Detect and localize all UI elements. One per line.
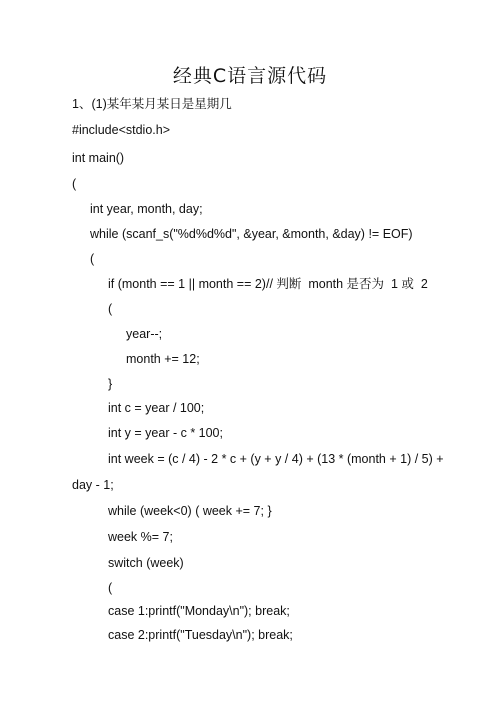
code-line: ( [72, 177, 77, 191]
code-line: int year, month, day; [90, 202, 203, 216]
code-line: int y = year - c * 100; [108, 426, 223, 440]
code-line: #include<stdio.h> [72, 123, 170, 137]
code-line: year--; [126, 327, 163, 341]
code-line: case 2:printf("Tuesday\n"); break; [108, 628, 293, 642]
document-title: 经典C语言源代码 [172, 65, 328, 87]
code-line: int week = (c / 4) - 2 * c + (y + y / 4) + (13 * (month + 1) / 5) + [108, 452, 444, 466]
code-line: ( [108, 581, 113, 595]
code-line: week %= 7; [108, 530, 173, 544]
code-line: while (week<0) ( week += 7; } [108, 504, 272, 518]
code-line: month += 12; [126, 352, 200, 366]
section-heading: 1、(1)某年某月某日是星期几 [72, 97, 232, 111]
code-line: switch (week) [108, 556, 184, 570]
code-line: } [108, 377, 113, 391]
code-line: ( [90, 252, 95, 266]
code-line: if (month == 1 || month == 2)// 判断 month 是否为 1 或 2 [108, 277, 428, 291]
code-line: day - 1; [72, 478, 114, 492]
code-line: int c = year / 100; [108, 401, 205, 415]
code-line: while (scanf_s("%d%d%d", &year, &month, &day) != EOF) [90, 227, 413, 241]
code-line: ( [108, 302, 113, 316]
code-line: case 1:printf("Monday\n"); break; [108, 604, 290, 618]
code-line: int main() [72, 151, 125, 165]
